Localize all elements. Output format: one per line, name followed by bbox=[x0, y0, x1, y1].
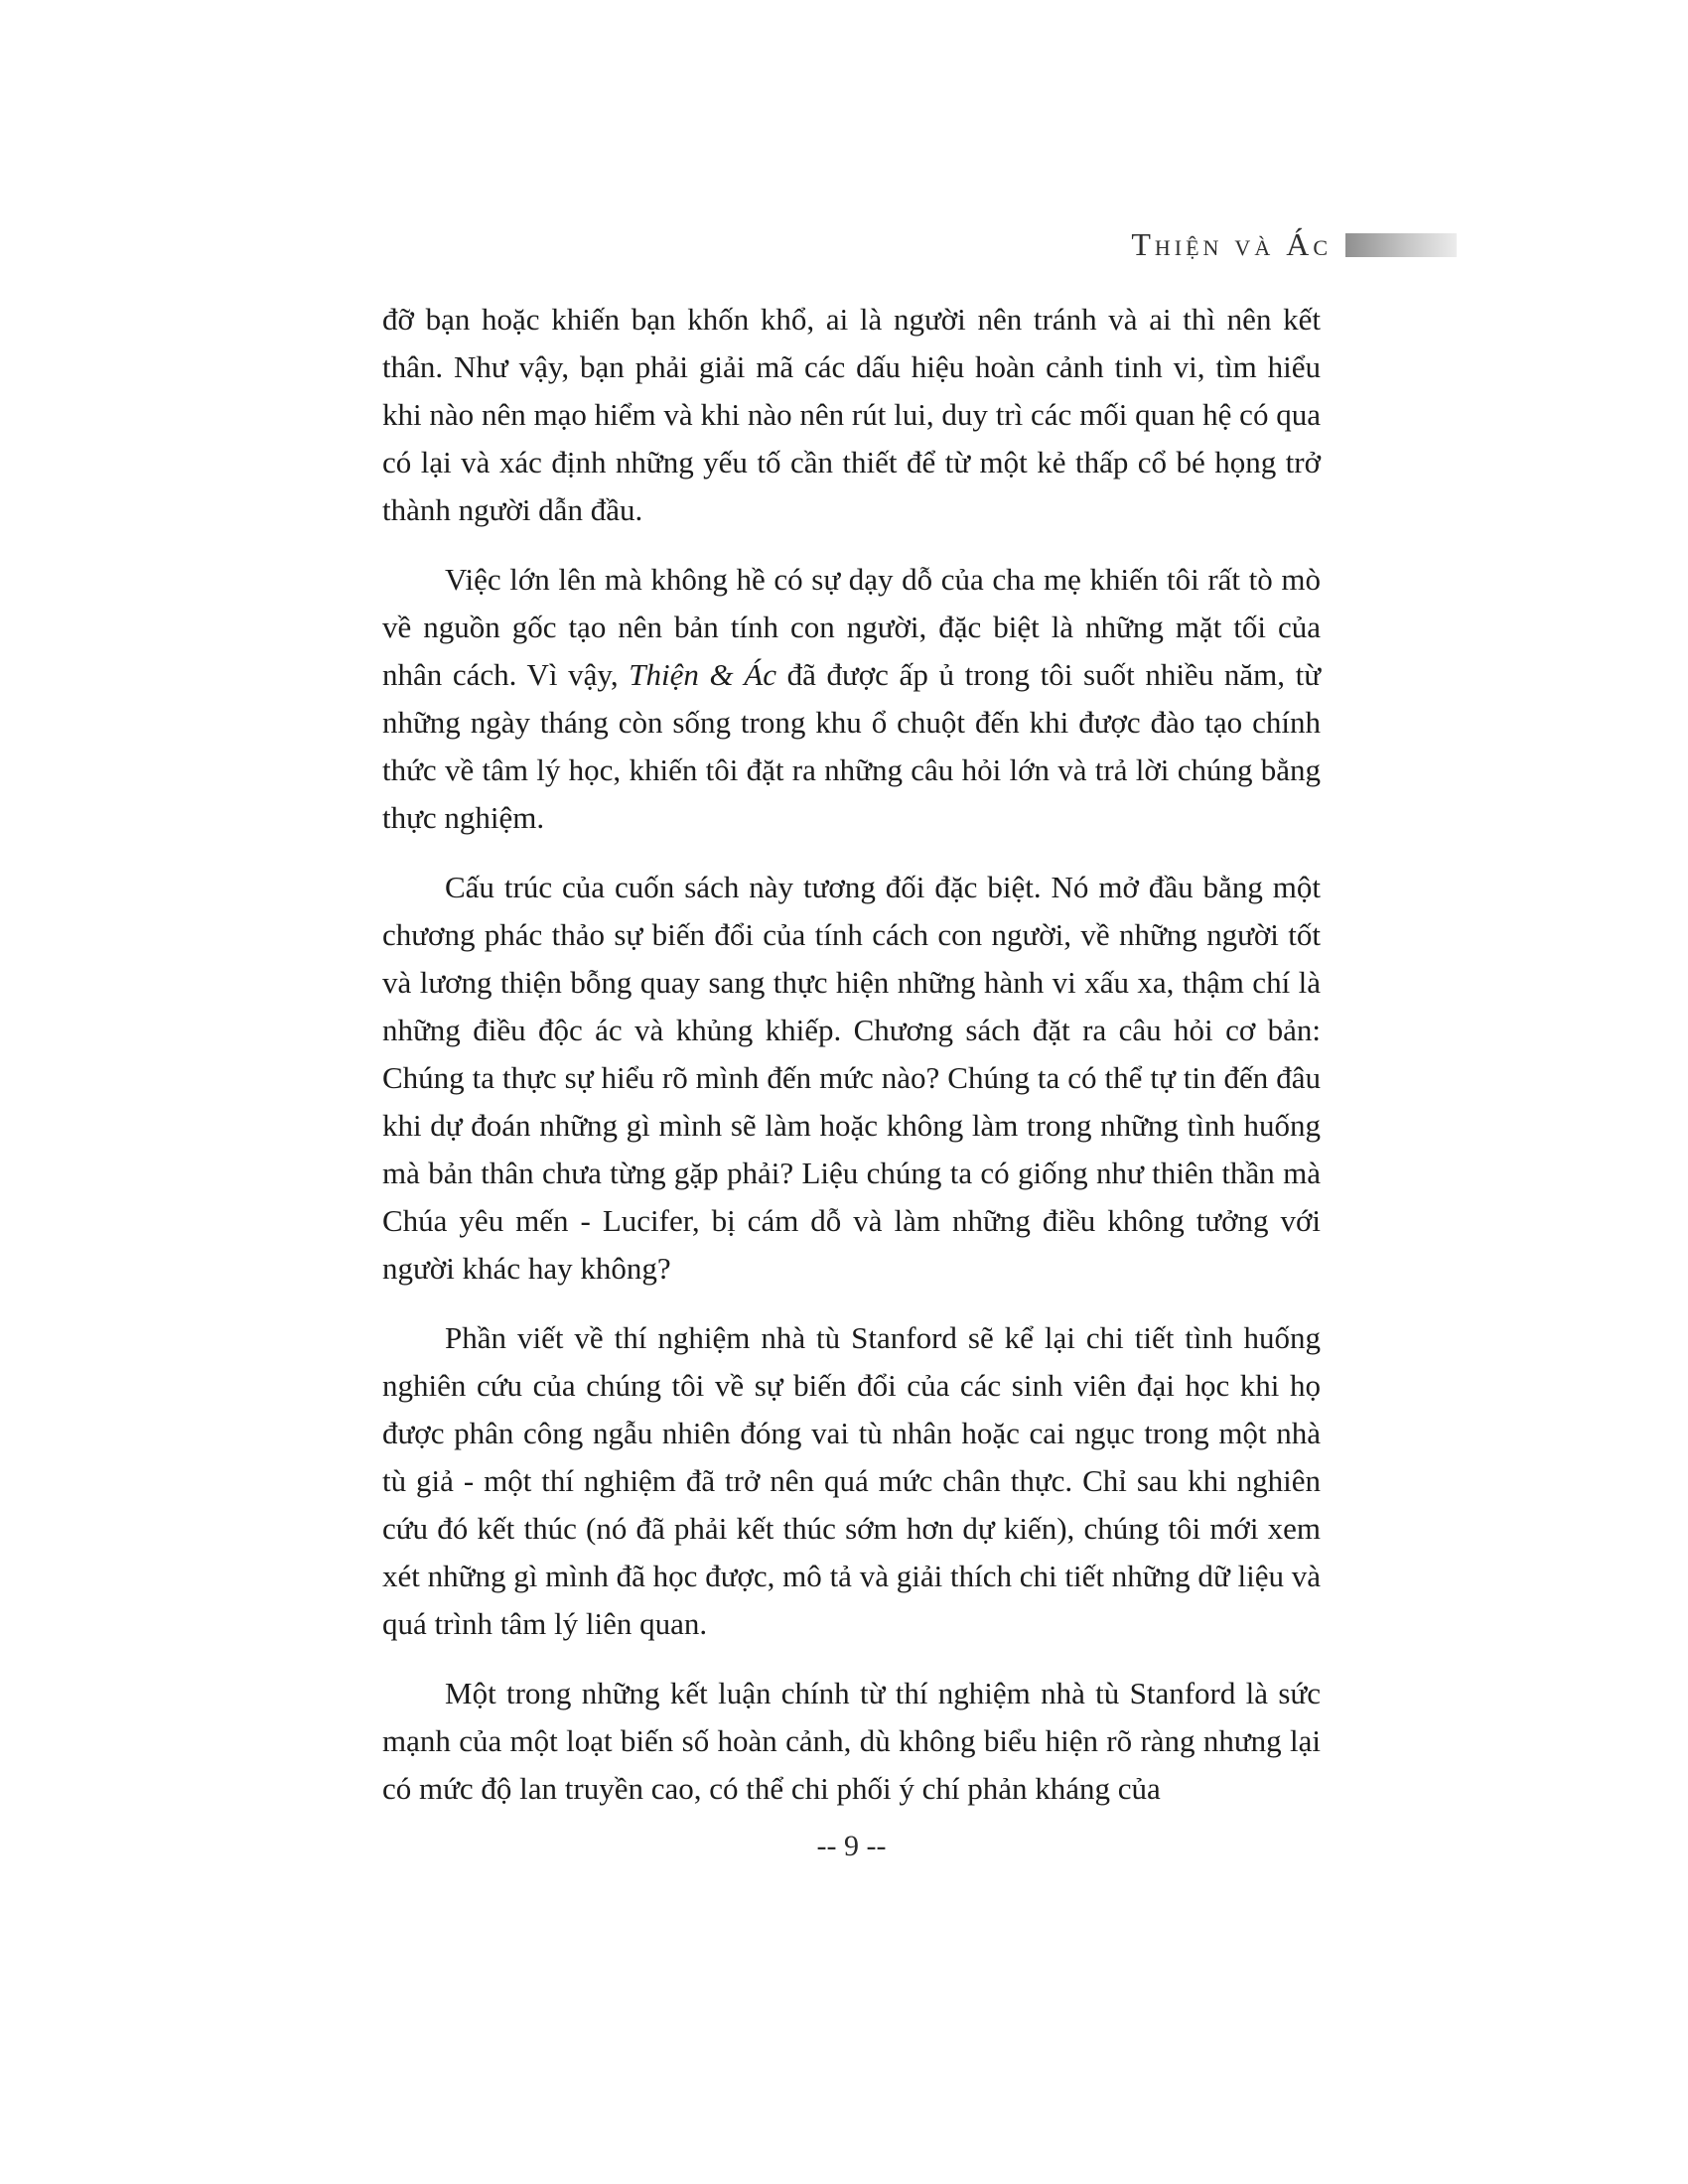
header-gradient-bar bbox=[1345, 233, 1457, 257]
paragraph bbox=[382, 296, 1321, 534]
page-footer bbox=[382, 1830, 1321, 1863]
paragraph-text: đã được ấp ủ trong tôi suốt nhiều năm, từ những ngày tháng còn sống trong khu ổ chuột đến khi được đào tạo chính thức về tâm lý học, khiến tôi đặt ra những câu hỏi lớn và trả lời chúng bằng thực nghiệm. bbox=[382, 657, 1321, 835]
body-text bbox=[382, 296, 1321, 1835]
paragraph bbox=[382, 1670, 1321, 1813]
running-head-title: Thiện và Ác bbox=[1131, 226, 1332, 262]
paragraph bbox=[382, 1314, 1321, 1648]
paragraph-text: Phần viết về thí nghiệm nhà tù Stanford sẽ kể lại chi tiết tình huống nghiên cứu của chúng tôi về sự biến đổi của các sinh viên đại học khi họ được phân công ngẫu nhiên đóng vai tù nhân hoặc cai ngục trong một nhà tù giả - một thí nghiệm đã trở nên quá mức chân thực. Chỉ sau khi nghiên cứu đó kết thúc (nó đã phải kết thúc sớm hơn dự kiến), chúng tôi mới xem xét những gì mình đã học được, mô tả và giải thích chi tiết những dữ liệu và quá trình tâm lý liên quan. bbox=[382, 1320, 1321, 1641]
book-title-italic: Thiện & Ác bbox=[629, 657, 776, 692]
page-number: -- 9 -- bbox=[816, 1830, 887, 1862]
paragraph bbox=[382, 864, 1321, 1293]
paragraph-text: Việc lớn lên mà không hề có sự dạy dỗ của cha mẹ khiến tôi rất tò mò về nguồn gốc tạo nên bản tính con người, đặc biệt là những mặt tối của nhân cách. Vì vậy, bbox=[382, 562, 1321, 692]
paragraph-text: Một trong những kết luận chính từ thí nghiệm nhà tù Stanford là sức mạnh của một loạt biến số hoàn cảnh, dù không biểu hiện rõ ràng nhưng lại có mức độ lan truyền cao, có thể chi phối ý chí phản kháng của bbox=[382, 1676, 1321, 1806]
paragraph bbox=[382, 556, 1321, 842]
running-head bbox=[382, 226, 1457, 263]
paragraph-text: Cấu trúc của cuốn sách này tương đối đặc biệt. Nó mở đầu bằng một chương phác thảo sự biến đổi của tính cách con người, về những người tốt và lương thiện bỗng quay sang thực hiện những hành vi xấu xa, thậm chí là những điều độc ác và khủng khiếp. Chương sách đặt ra câu hỏi cơ bản: Chúng ta thực sự hiểu rõ mình đến mức nào? Chúng ta có thể tự tin đến đâu khi dự đoán những gì mình sẽ làm hoặc không làm trong những tình huống mà bản thân chưa từng gặp phải? Liệu chúng ta có giống như thiên thần mà Chúa yêu mến - Lucifer, bị cám dỗ và làm những điều không tưởng với người khác hay không? bbox=[382, 870, 1321, 1286]
paragraph-text: đỡ bạn hoặc khiến bạn khốn khổ, ai là người nên tránh và ai thì nên kết thân. Như vậy, bạn phải giải mã các dấu hiệu hoàn cảnh tinh vi, tìm hiểu khi nào nên mạo hiểm và khi nào nên rút lui, duy trì các mối quan hệ có qua có lại và xác định những yếu tố cần thiết để từ một kẻ thấp cổ bé họng trở thành người dẫn đầu. bbox=[382, 302, 1321, 527]
